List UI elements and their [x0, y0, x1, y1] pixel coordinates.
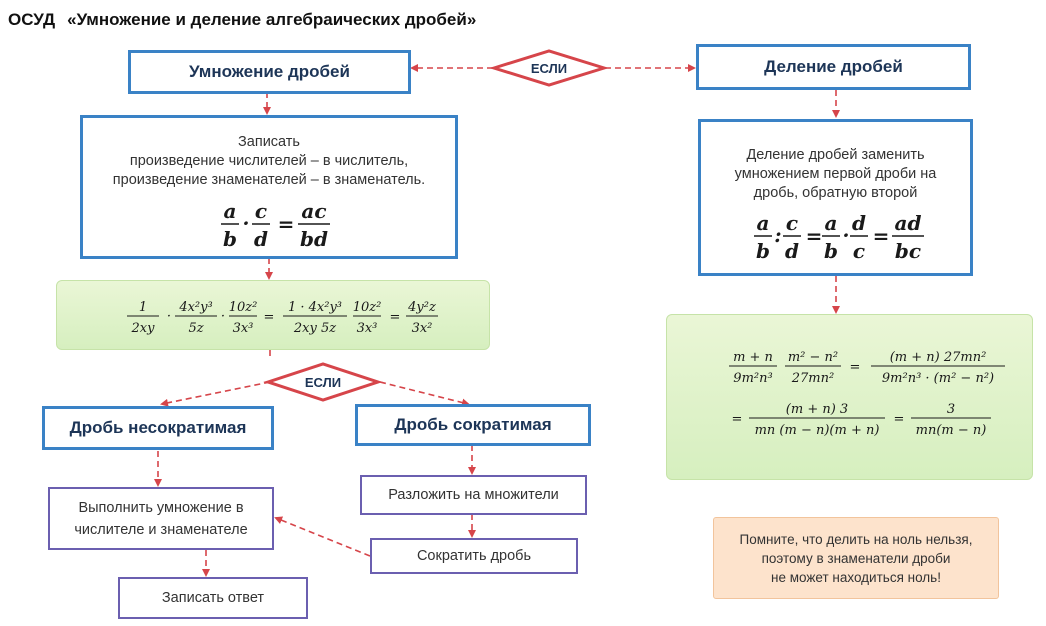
zero-division-note	[713, 517, 999, 599]
arrow-reduce-to-multiply	[276, 518, 370, 556]
svg-text::: :	[774, 223, 782, 247]
svg-text:b: b	[223, 227, 237, 251]
svg-text:·: ·	[166, 309, 172, 324]
svg-text:a: a	[824, 211, 838, 235]
arrow-if-to-reducible	[380, 382, 468, 404]
svg-text:d: d	[852, 211, 866, 235]
svg-text:·: ·	[242, 211, 250, 235]
svg-text:2xy 5z: 2xy 5z	[293, 321, 337, 336]
svg-text:m + n: m + n	[733, 350, 773, 365]
svg-text:27mn²: 27mn²	[791, 371, 835, 386]
svg-text:·: ·	[220, 309, 226, 324]
multiply-step-line-1: Выполнить умножение в	[78, 499, 244, 516]
svg-text:9m²n³ · (m² − n²): 9m²n³ · (m² − n²)	[881, 371, 995, 386]
svg-text:mn (m − n)(m + n): mn (m − n)(m + n)	[754, 423, 880, 438]
svg-text:c: c	[785, 211, 799, 235]
svg-text:4y²z: 4y²z	[408, 300, 436, 315]
multiply-step	[48, 487, 274, 550]
svg-text:a: a	[756, 211, 770, 235]
reducible-branch	[355, 404, 591, 446]
div-formula	[701, 206, 970, 270]
svg-text:ad: ad	[894, 211, 922, 235]
mult-rule-line-2: произведение числителей – в числитель,	[129, 153, 409, 169]
div-rule-line-2: умножением первой дроби на	[734, 166, 937, 182]
svg-text:2xy: 2xy	[131, 321, 155, 336]
svg-text:=: =	[805, 224, 823, 248]
svg-text:c: c	[254, 199, 268, 223]
svg-text:=: =	[872, 224, 890, 248]
svg-text:10z²: 10z²	[228, 300, 258, 315]
multiplication-rule-box	[80, 115, 458, 259]
division-rule-box	[698, 119, 973, 276]
reduce-step-label: Сократить дробь	[416, 548, 532, 564]
svg-text:mn(m − n): mn(m − n)	[915, 423, 987, 438]
svg-text:a: a	[223, 199, 237, 223]
svg-text:3x³: 3x³	[356, 321, 378, 336]
mult-rule-line-1: Записать	[238, 134, 300, 150]
svg-text:=: =	[263, 310, 275, 325]
svg-text:d: d	[254, 227, 268, 251]
svg-text:d: d	[785, 239, 799, 263]
multiplication-header	[128, 50, 411, 94]
mult-rule-line-3: произведение знаменателей – в знаменатель.	[112, 172, 426, 188]
note-line-2: поэтому в знаменатели дроби	[761, 551, 951, 566]
div-rule-line-1: Деление дробей заменить	[746, 147, 925, 163]
reducible-label: Дробь сократимая	[394, 415, 552, 434]
svg-text:1: 1	[138, 300, 148, 315]
decision-label-middle: ЕСЛИ	[304, 375, 342, 390]
multiply-step-line-2: числителе и знаменателе	[74, 521, 248, 538]
svg-text:=: =	[893, 412, 905, 427]
svg-text:5z: 5z	[188, 321, 204, 336]
svg-text:bd: bd	[300, 227, 328, 251]
note-line-1: Помните, что делить на ноль нельзя,	[739, 532, 973, 547]
svg-text:(m + n) 3: (m + n) 3	[785, 402, 849, 417]
answer-step-label: Записать ответ	[161, 590, 265, 606]
svg-text:1 · 4x²y³: 1 · 4x²y³	[287, 300, 343, 315]
reduce-step	[370, 538, 578, 574]
irreducible-label: Дробь несократимая	[69, 418, 247, 437]
note-line-3: не может находиться ноль!	[771, 570, 941, 585]
factor-step-label: Разложить на множители	[388, 487, 559, 503]
svg-text:bc: bc	[894, 239, 922, 263]
svg-text:b: b	[824, 239, 838, 263]
multiplication-example	[56, 280, 490, 350]
svg-text:ac: ac	[301, 199, 327, 223]
svg-text:9m²n³: 9m²n³	[733, 371, 773, 386]
factor-step	[360, 475, 587, 515]
svg-text:3x³: 3x³	[232, 321, 254, 336]
div-rule-line-3: дробь, обратную второй	[753, 185, 918, 201]
title-prefix: ОСУД	[8, 10, 56, 29]
svg-text:c: c	[852, 239, 866, 263]
svg-text:3x²: 3x²	[411, 321, 433, 336]
svg-text:=: =	[277, 212, 295, 236]
svg-text:=: =	[849, 360, 861, 375]
mult-formula	[83, 192, 455, 256]
svg-text:(m + n) 27mn²: (m + n) 27mn²	[889, 350, 987, 365]
svg-text:m² − n²: m² − n²	[787, 350, 839, 365]
svg-text:=: =	[731, 412, 743, 427]
svg-text:·: ·	[842, 223, 850, 247]
svg-text:=: =	[389, 310, 401, 325]
multiplication-header-label: Умножение дробей	[189, 62, 350, 81]
division-header	[696, 44, 971, 90]
answer-step	[118, 577, 308, 619]
decision-label-top: ЕСЛИ	[530, 61, 568, 76]
mult-example-formula	[57, 281, 491, 351]
svg-text:4x²y³: 4x²y³	[179, 300, 213, 315]
irreducible-branch	[42, 406, 274, 450]
division-header-label: Деление дробей	[764, 57, 903, 76]
arrow-if-to-irreducible	[162, 382, 270, 404]
svg-text:10z²: 10z²	[352, 300, 382, 315]
title-main: «Умножение и деление алгебраических дробей»	[67, 10, 477, 29]
div-example-formula	[667, 315, 1034, 481]
svg-text:b: b	[756, 239, 770, 263]
division-example	[666, 314, 1033, 480]
svg-text:3: 3	[946, 402, 956, 417]
